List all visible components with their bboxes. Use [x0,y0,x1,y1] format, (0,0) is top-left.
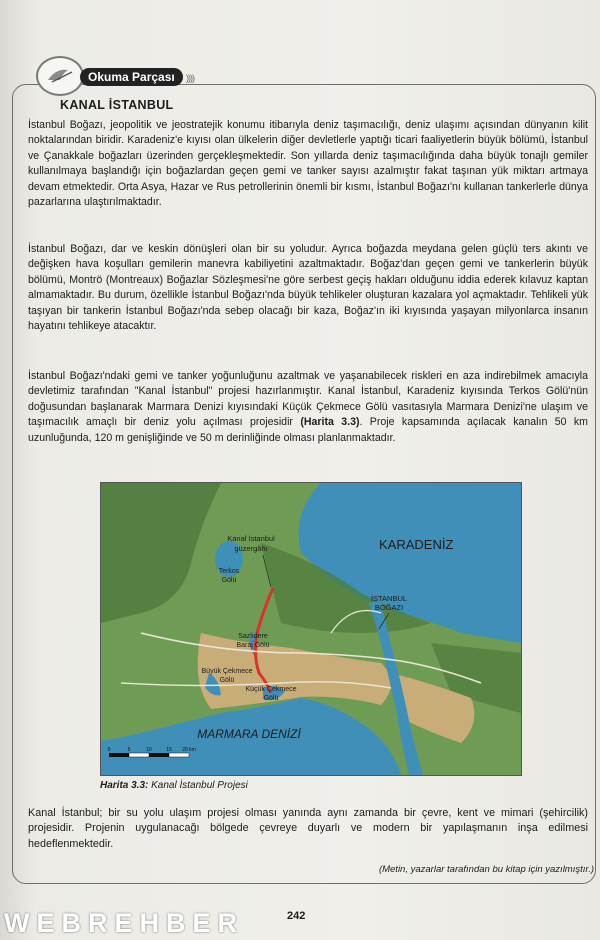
scale-tick-1: 5 [127,747,131,753]
reading-icon [36,56,84,96]
buyukcekmece-label-1: Büyük Çekmece [201,668,253,675]
kanal-istanbul-map [100,482,522,776]
sazlidere-label-2: Baraj Gölü [236,642,270,649]
terkos-label-1: Terkos [218,568,240,575]
map-caption-ref: Harita 3.3: [100,780,149,791]
paragraph-3-text-a: İstanbul Boğazı'ndaki gemi ve tanker yoğunluğunu azaltmak ve yaşanabilecek riskleri en aza indirebilmek amacıyla devletimiz tarafından "Kanal İstanbul" projesi hazırlanmıştır. Kanal İstanbul, Karadeniz kıyısında Terkos Gölü'nün doğusundan başlanarak Marmara Denizi kıyısındaki Küçük Çekmece Gölü vasıtasıyla Marmara Denizi'ne ulaşım ve taşımacılık amaçlı bir deniz yolu açılması projesidir [28,370,588,429]
page-number: 242 [287,910,306,922]
marmara-label: MARMARA DENİZİ [197,727,301,741]
watermark-logo: WEBREHBER [4,908,245,938]
kucukcekmece-label-1: Küçük Çekmece [245,686,297,693]
scale-tick-2: 10 [146,747,152,753]
bosphorus-label-1: İSTANBUL [370,594,408,603]
source-note: (Metin, yazarlar tarafından bu kitap için yazılmıştır.) [378,864,594,875]
kucukcekmece-label-2: Gölü [263,695,279,702]
paragraph-1: İstanbul Boğazı, jeopolitik ve jeostratejik konumu itibarıyla deniz taşımacılığı, deniz ulaşımı açısından dünyanın kilit noktalarından biridir. Karadeniz'e kıyısı olan ülkelerin diğer devletlerle yaptığı ticari faaliyetlerin büyük bölümü, İstanbul ve Çanakkale boğazları üzerinden gerçekleşmektedir. Son yıllarda deniz taşımacılığında daha büyük tonajlı gemiler kullanılmaya başlandığı için boğazlardan geçen gemi ve tanker sayısı azalmıştır fakat taşınan yük miktarı artmaya devam etmektedir. Orta Asya, Hazar ve Rus petrollerinin önemli bir kısmı, İstanbul Boğazı'nı kullanan tankerlerle dünya pazarlarına ulaştırılmaktadır. [28,119,588,209]
karadeniz-label: KARADENİZ [379,537,454,552]
bosphorus-label-2: BOĞAZI [374,603,404,612]
reading-section-badge: Okuma Parçası [80,68,183,86]
paragraph-4: Kanal İstanbul; bir su yolu ulaşım projesi olması yanında aynı zamanda bir çevre, kent ve mimari (şehircilik) projesidir. Projenin uygulanacağı bölgede çevreye duyarlı ve modern bir yapılaşmanın inşa edilmesi hedeflenmektedir. [28,807,588,850]
article-title: KANAL İSTANBUL [60,98,174,112]
paragraph-2: İstanbul Boğazı, dar ve keskin dönüşleri olan bir su yoludur. Ayrıca boğazda meydana gelen güçlü ters akıntı ve değişken hava koşulları gemilerin manevra kabiliyetini azaltmaktadır. Boğaz'dan geçen gemi ve tankerlerin büyük bölümü, Montrö (Montreaux) Boğazlar Sözleşmesi'ne göre serbest geçiş hakları olduğunu iddia ederek kılavuz kaptan almamaktadır. Bu durum, özellikle İstanbul Boğazı'nda büyük tehlikeler oluşturan kazalara yol açmaktadır. Tehlikeli yük taşıyan bir tankerin İstanbul Boğazı'nda sebep olacağı bir kaza, Boğaz'ın iki kıyısında yaşayan milyonlarca insanın hayatını tehlikeye atacaktır. [28,243,588,333]
scale-tick-3: 15 [166,747,172,753]
terkos-label-2: Gölü [221,577,237,584]
canal-label-2: güzergâhı [234,544,268,553]
map-caption [100,780,248,791]
paragraph-3-text-b: . Proje kapsamında açılacak kanalın 50 km uzunluğunda, 120 m genişliğinde ve 50 m derinliğinde olması planlanmaktadır. [28,416,588,444]
map-reference: (Harita 3.3) [300,416,360,429]
buyukcekmece-label-2: Gölü [219,677,235,684]
map-caption-text: Kanal İstanbul Projesi [148,780,248,791]
paragraph-3 [28,369,588,446]
scale-tick-0: 0 [107,747,111,753]
canal-label-1: Kanal İstanbul [227,534,275,543]
badge-decoration: )))) [186,73,194,83]
scale-tick-4: 20 km [182,747,196,753]
sazlidere-label-1: Sazlıdere [238,633,268,640]
